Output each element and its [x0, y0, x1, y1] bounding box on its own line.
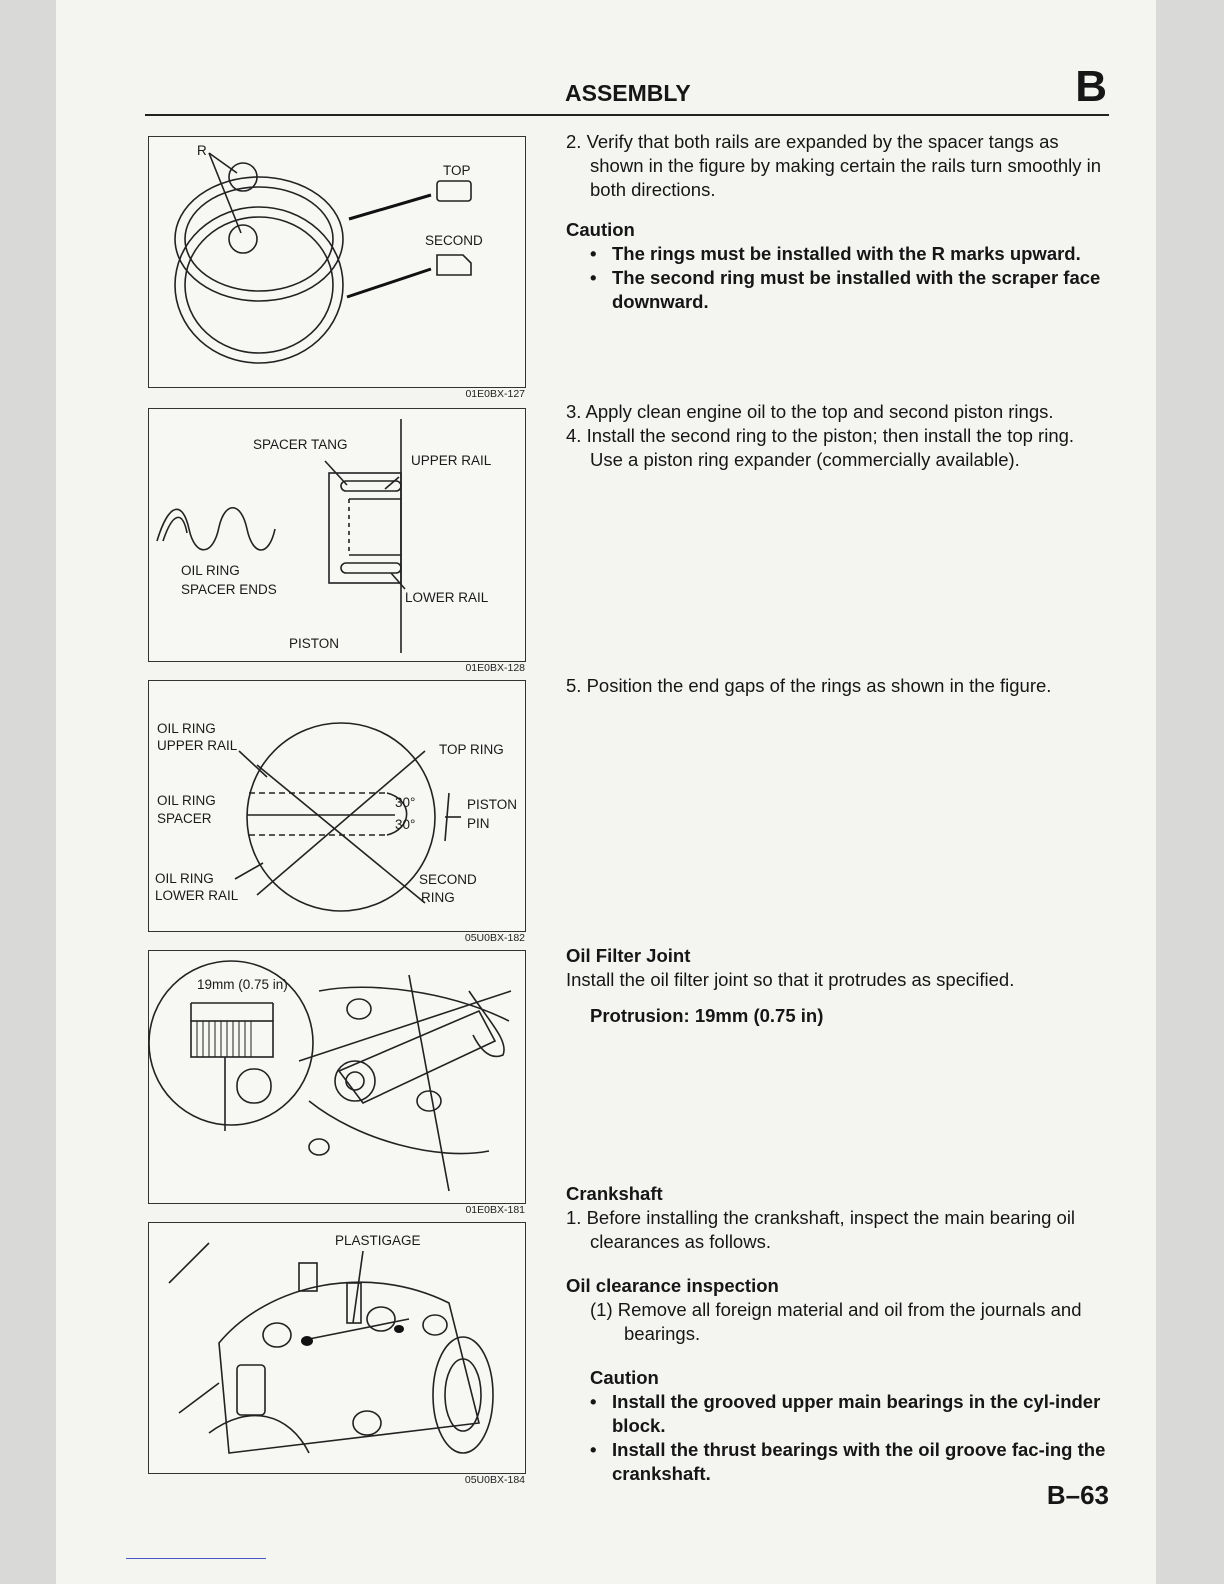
top-ring-label: TOP RING — [439, 742, 504, 757]
step-4-text: 4. Install the second ring to the piston; then install the top ring. Use a piston ring expander (commercially available). — [566, 425, 1075, 470]
top-label: TOP — [443, 163, 471, 178]
lower-rail-label: LOWER RAIL — [405, 590, 489, 605]
oil-filter-section — [566, 944, 1110, 1028]
caution-bullet-text: Install the thrust bearings with the oil groove fac-ing the crankshaft. — [612, 1439, 1106, 1484]
page-number: B–63 — [1046, 1480, 1109, 1510]
oil-ring-spacer-label-1: OIL RING — [157, 793, 216, 808]
oil-ring-upper-rail-label-1: OIL RING — [157, 721, 216, 736]
oil-ring-lower-rail-label-2: LOWER RAIL — [155, 888, 239, 903]
piston-label: PISTON — [289, 636, 340, 651]
install-section — [566, 400, 1110, 472]
divider — [126, 1558, 266, 1559]
figure-oil-ring-spacer — [148, 408, 526, 674]
figure-id: 05U0BX-182 — [464, 932, 525, 944]
figure-ring-marks — [148, 136, 526, 400]
figure-id: 05U0BX-184 — [464, 1474, 525, 1486]
caution-bullet-text: Install the grooved upper main bearings in the cyl-inder block. — [612, 1391, 1101, 1436]
piston-pin-label-2: PIN — [467, 816, 490, 831]
crankshaft-section — [566, 1182, 1110, 1486]
crankshaft-caution-heading: Caution — [590, 1367, 659, 1388]
spacer-ends-label: SPACER ENDS — [181, 582, 277, 597]
oil-ring-upper-rail-label-2: UPPER RAIL — [157, 738, 238, 753]
figure-oil-filter-joint — [148, 950, 526, 1216]
oil-filter-text: Install the oil filter joint so that it protrudes as specified. — [566, 969, 1015, 990]
plastigage-label: PLASTIGAGE — [335, 1233, 421, 1248]
protrusion-dimension-label: 19mm (0.75 in) — [197, 977, 288, 992]
oil-ring-lower-rail-label-1: OIL RING — [155, 871, 214, 886]
section-letter: B — [1075, 62, 1107, 111]
oil-ring-spacer-label-2: SPACER — [157, 811, 212, 826]
oil-ring-label: OIL RING — [181, 563, 240, 578]
figure-id: 01E0BX-127 — [465, 388, 525, 400]
figure-id: 01E0BX-128 — [465, 662, 525, 674]
plastigage-drawing — [149, 1223, 525, 1473]
protrusion-spec: Protrusion: 19mm (0.75 in) — [590, 1005, 824, 1026]
caution-bullet: • The rings must be installed with the R marks upward. — [590, 243, 1081, 264]
page-header — [145, 62, 1109, 116]
figure-id: 01E0BX-181 — [465, 1204, 525, 1216]
rails-caution-heading: Caution — [566, 219, 635, 240]
spacer-tang-label: SPACER TANG — [253, 437, 348, 452]
step-2-text: 2. Verify that both rails are expanded by the spacer tangs as shown in the figure by making certain the rails turn smoothly in both directions. — [566, 131, 1102, 200]
upper-rail-label: UPPER RAIL — [411, 453, 492, 468]
figure-plastigage — [148, 1222, 526, 1486]
step-3-text: 3. Apply clean engine oil to the top and second piston rings. — [566, 401, 1054, 422]
rails-section — [566, 130, 1110, 314]
oil-filter-heading: Oil Filter Joint — [566, 945, 691, 966]
second-label: SECOND — [425, 233, 483, 248]
oil-clearance-heading: Oil clearance inspection — [566, 1275, 779, 1296]
angle-label-upper: 30° — [395, 795, 416, 810]
figure-end-gaps — [148, 680, 526, 944]
second-ring-label-2: RING — [421, 890, 455, 905]
r-mark-label: R — [197, 143, 207, 158]
caution-bullet: • Install the grooved upper main bearings in the cyl-inder block. — [590, 1391, 1101, 1436]
piston-pin-label-1: PISTON — [467, 797, 518, 812]
step-5-text: 5. Position the end gaps of the rings as shown in the figure. — [566, 675, 1052, 696]
crankshaft-step-1: 1. Before installing the crankshaft, inspect the main bearing oil clearances as follows. — [566, 1207, 1076, 1252]
caution-bullet-text: The rings must be installed with the R marks upward. — [612, 243, 1081, 264]
crankshaft-heading: Crankshaft — [566, 1183, 663, 1204]
caution-bullet-text: The second ring must be installed with the scraper face downward. — [612, 267, 1101, 312]
second-ring-label-1: SECOND — [419, 872, 477, 887]
caution-bullet: • Install the thrust bearings with the oil groove fac-ing the crankshaft. — [590, 1439, 1106, 1484]
oil-clearance-step-1: (1) Remove all foreign material and oil from the journals and bearings. — [590, 1299, 1082, 1344]
end-gap-section — [566, 674, 1110, 698]
section-title: ASSEMBLY — [565, 80, 691, 106]
angle-label-lower: 30° — [395, 817, 416, 832]
caution-bullet: • The second ring must be installed with the scraper face downward. — [590, 267, 1101, 312]
